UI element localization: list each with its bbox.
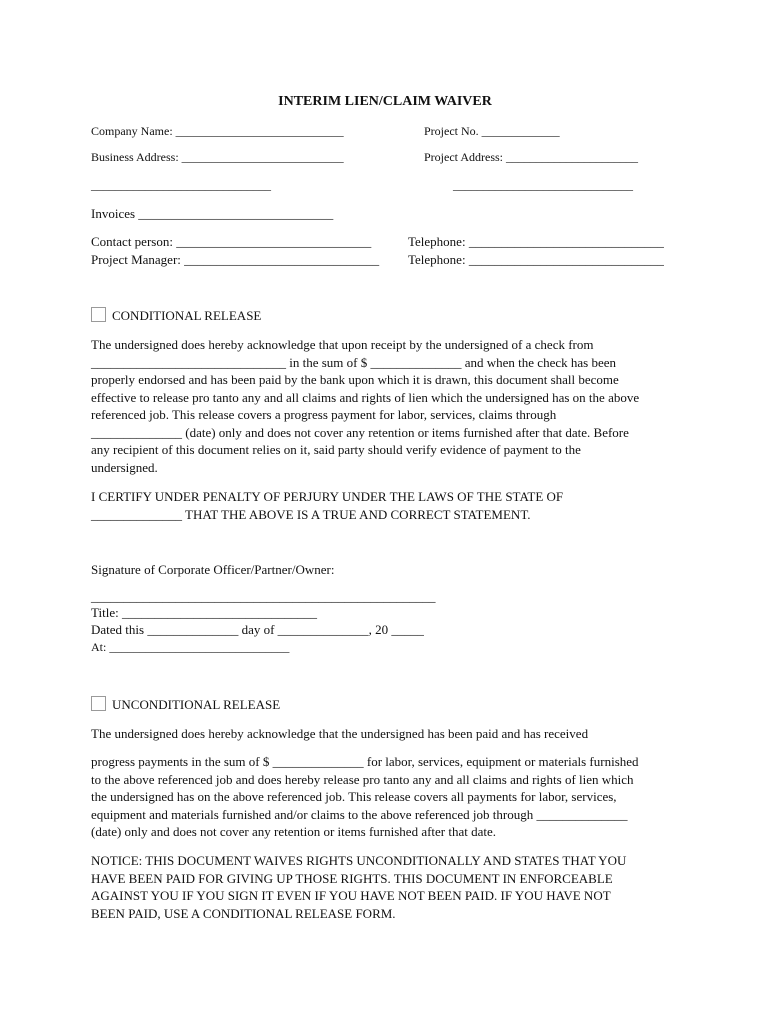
project-address-line-2: ______________________________ <box>453 178 633 192</box>
at-field: At: ______________________________ <box>91 640 290 654</box>
paragraph-line: equipment and materials furnished and/or claims to the above referenced job through ______________ <box>91 806 628 822</box>
paragraph-line: AGAINST YOU IF YOU SIGN IT EVEN IF YOU HAVE NOT BEEN PAID. IF YOU HAVE NOT <box>91 888 611 903</box>
paragraph-line: properly endorsed and has been paid by the bank upon which it is drawn, this document shall become <box>91 372 619 387</box>
signature-line: _____________________________________________________ <box>91 589 436 604</box>
paragraph-line: effective to release pro tanto any and all claims and rights of lien which the undersigned has on the above <box>91 389 640 405</box>
telephone-field-2: Telephone: ______________________________ <box>408 252 664 267</box>
project-manager-field: Project Manager: ______________________________ <box>91 252 380 267</box>
paragraph-line: ______________________________ in the sum of $ ______________ and when the check has been <box>91 354 616 370</box>
document-title: INTERIM LIEN/CLAIM WAIVER <box>278 94 492 109</box>
paragraph-line: ______________ THAT THE ABOVE IS A TRUE AND CORRECT STATEMENT. <box>91 506 531 522</box>
paragraph-line: HAVE BEEN PAID FOR GIVING UP THOSE RIGHTS. THIS DOCUMENT IN ENFORCEABLE <box>91 870 613 886</box>
unconditional-release-label: UNCONDITIONAL RELEASE <box>112 697 281 712</box>
paragraph-line: progress payments in the sum of $ ______________ for labor, services, equipment or materials furnished <box>91 754 639 769</box>
contact-person-field: Contact person: ______________________________ <box>91 234 372 249</box>
conditional-release-checkbox[interactable] <box>91 307 106 322</box>
paragraph-line: to the above referenced job and does hereby release pro tanto any and all claims and rights of lien which <box>91 771 634 787</box>
paragraph-line: ______________ (date) only and does not cover any retention or items furnished after that date. Before <box>91 424 629 440</box>
unconditional-intro: The undersigned does hereby acknowledge that the undersigned has been paid and has received <box>91 726 589 741</box>
conditional-release-label: CONDITIONAL RELEASE <box>112 308 262 323</box>
invoices-field: Invoices ______________________________ <box>91 206 334 221</box>
unconditional-release-checkbox[interactable] <box>91 696 106 711</box>
paragraph-line: referenced job. This release covers a progress payment for labor, services, claims through <box>91 407 557 422</box>
paragraph-line: BEEN PAID, USE A CONDITIONAL RELEASE FORM. <box>91 905 396 921</box>
paragraph-line: any recipient of this document relies on it, said party should verify evidence of payment to the <box>91 442 581 457</box>
paragraph-line: (date) only and does not cover any retention or items furnished after that date. <box>91 824 497 839</box>
paragraph-line: the undersigned has on the above referenced job. This release covers all payments for labor, services, <box>91 789 617 804</box>
notice-statement <box>91 852 691 922</box>
business-address-field: Business Address: ___________________________ <box>91 150 344 164</box>
conditional-release-text <box>91 336 691 476</box>
certify-statement <box>91 488 691 523</box>
paragraph-line: NOTICE: THIS DOCUMENT WAIVES RIGHTS UNCONDITIONALLY AND STATES THAT YOU <box>91 853 627 868</box>
signature-label: Signature of Corporate Officer/Partner/Owner: <box>91 562 335 577</box>
project-address-field: Project Address: ______________________ <box>424 150 638 164</box>
project-no-field: Project No. _____________ <box>424 124 560 138</box>
paragraph-line: undersigned. <box>91 459 158 475</box>
paragraph-line: The undersigned does hereby acknowledge that upon receipt by the undersigned of a check from <box>91 337 594 352</box>
paragraph-line: I CERTIFY UNDER PENALTY OF PERJURY UNDER THE LAWS OF THE STATE OF <box>91 489 564 504</box>
company-name-field: Company Name: ____________________________ <box>91 124 344 138</box>
business-address-line-2: ______________________________ <box>91 178 271 192</box>
telephone-field-1: Telephone: ______________________________ <box>408 234 664 249</box>
dated-field: Dated this ______________ day of ______________, 20 _____ <box>91 622 424 637</box>
unconditional-release-text <box>91 753 691 841</box>
title-field: Title: ______________________________ <box>91 605 317 620</box>
